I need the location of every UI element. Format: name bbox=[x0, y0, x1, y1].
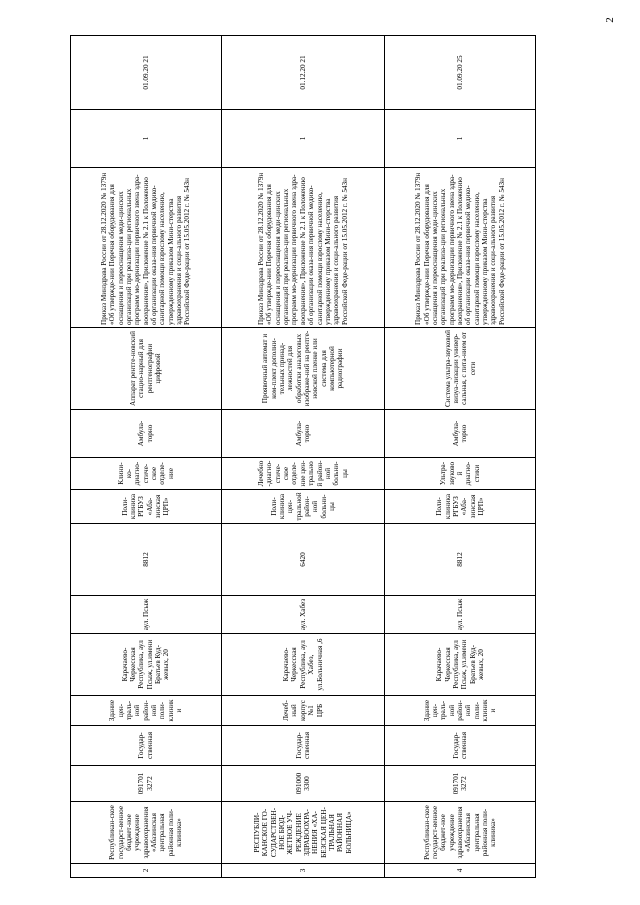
cell-unit: Поли-клиника РГБУЗ «Аба-зинская ЦРП» bbox=[385, 490, 536, 524]
cell-order: Приказ Минздрава России от 28.12.2020 № 1379н «Об утвержде-нии Перечня оборудования для оснащения и переоснащения меди-цинских организаций при реализа-ции региональных программ мо-дернизации первичного звена здра-воохранения», Приложение № 2.1 к Положению об организации оказа-ния первичной медико-санитарной помощи взрослому населению, утвержденному приказом Мини-стерства здравоохранения и соци-ального развития Российской Феде-рации от 15.05.2012 г. № 543н bbox=[71, 168, 222, 328]
cell-ownership: Государ-ственная bbox=[385, 726, 536, 766]
cell-org: Республикан-ское государст-венное бюджет-ное учреждение здравоохранения «Абазинская центральная районная поли-клиника» bbox=[71, 802, 222, 864]
cell-num: 3 bbox=[221, 864, 385, 878]
cell-population: 8812 bbox=[385, 524, 536, 596]
cell-settlement: аул. Хабез bbox=[221, 596, 385, 634]
cell-care: Амбула-торно bbox=[71, 410, 222, 458]
cell-num: 4 bbox=[385, 864, 536, 878]
cell-qty: 1 bbox=[385, 110, 536, 168]
cell-qty: 1 bbox=[71, 110, 222, 168]
cell-order: Приказ Минздрава России от 28.12.2020 № 1379н «Об утвержде-нии Перечня оборудования для оснащения и переоснащения меди-цинских организаций при реализа-ции региональных программ мо-дернизации первичного звена здра-воохранения», Приложение № 2.1 к Положению об организации оказа-ния первичной медико-санитарной помощи взрослому населению, утвержденному приказом Мини-стерства здравоохранения и соци-ального развития Российской Феде-рации от 15.05.2012 г. № 543н bbox=[221, 168, 385, 328]
cell-ownership: Государ-ственная bbox=[71, 726, 222, 766]
cell-department: Ультра-звуковой диагно-стики bbox=[385, 458, 536, 490]
cell-equipment: Система ультра-звуковой визуа-лизации универ-сальная, с пита-нием от сети bbox=[385, 328, 536, 410]
cell-care: Амбула-торно bbox=[221, 410, 385, 458]
rotated-page-content bbox=[70, 36, 536, 878]
cell-ownership: Государ-ственная bbox=[221, 726, 385, 766]
cell-building: Здание цен-траль-ной район-ной поли-клиники bbox=[71, 696, 222, 726]
cell-population: 8812 bbox=[71, 524, 222, 596]
cell-unit: Поли-клиника РГБУЗ «Аба-зинская ЦРП» bbox=[71, 490, 222, 524]
cell-date: 01.09.20 25 bbox=[385, 36, 536, 110]
cell-settlement: аул. Псыж bbox=[385, 596, 536, 634]
cell-org: Республикан-ское государст-венное бюджет-ное учреждение здравоохранения «Абазинская центральная районная поли-клиника» bbox=[385, 802, 536, 864]
cell-building: Лечеб-ный корпус №1 ЦРБ bbox=[221, 696, 385, 726]
cell-care: Амбула-торно bbox=[385, 410, 536, 458]
cell-order: Приказ Минздрава России от 28.12.2020 № 1379н «Об утвержде-нии Перечня оборудования для оснащения и переоснащения меди-цинских организаций при реализа-ции региональных программ мо-дернизации первичного звена здра-воохранения», Приложение № 2.1 к Положению об организации оказа-ния первичной медико-санитарной помощи взрослому населению, утвержденному приказом Мини-стерства здравоохранения и соци-ального развития Российской Феде-рации от 15.05.2012 г. № 543н bbox=[385, 168, 536, 328]
cell-num: 2 bbox=[71, 864, 222, 878]
equipment-table bbox=[70, 35, 536, 878]
table-row bbox=[71, 36, 222, 878]
cell-unit: Поли-клиника цен-тральной район-ной больни-цы bbox=[221, 490, 385, 524]
page-number: 2 bbox=[604, 17, 616, 23]
cell-date: 01.12.20 21 bbox=[221, 36, 385, 110]
cell-org: РЕСПУБЛИ-КАНСКОЕ ГО-СУДАРСТВЕН-НОЕ БЮД-ЖЕТНОЕ УЧ-РЕЖДЕНИЕ ЗДРАВООХРА-НЕНИЯ «ХА-БЕЗСКАЯ ЦЕН-ТРАЛЬНАЯ РАЙОННАЯ БОЛЬНИЦА» bbox=[221, 802, 385, 864]
cell-code: 091000 3300 bbox=[221, 766, 385, 802]
cell-code: 091701 3272 bbox=[71, 766, 222, 802]
cell-settlement: аул. Псыж bbox=[71, 596, 222, 634]
cell-equipment: Аппарат рентге-новский стацио-нарный для рентгенографии цифровой bbox=[71, 328, 222, 410]
cell-code: 091701 3272 bbox=[385, 766, 536, 802]
cell-address: Карачаево-Черкесская Республика, аул Псыж, ул.имени Братьев Куд-жевых, 20 bbox=[385, 634, 536, 696]
cell-qty: 1 bbox=[221, 110, 385, 168]
rotated-table-wrapper bbox=[70, 36, 536, 878]
table-row bbox=[221, 36, 385, 878]
table-row bbox=[385, 36, 536, 878]
cell-department: Лечебно-диагно-стиче-ское отделе-ние цен-тральной район-ной больни-цы bbox=[221, 458, 385, 490]
cell-equipment: Проявочный автомат и ком-плект дополни-тельных принад-лежностей для обработки аналоговых изображе-ний на рентге-новской пленке или система для компьютерной радиографии bbox=[221, 328, 385, 410]
cell-date: 01.09.20 21 bbox=[71, 36, 222, 110]
cell-department: Клини-ко-диагно-стиче-ское отделе-ние bbox=[71, 458, 222, 490]
cell-population: 6420 bbox=[221, 524, 385, 596]
cell-building: Здание цен-траль-ной район-ной поли-клиники bbox=[385, 696, 536, 726]
cell-address: Карачаево-Черкесская Республика, аул Псыж, ул.имени Братьев Куд-жевых, 20 bbox=[71, 634, 222, 696]
cell-address: Карачаево-Черкесская Республика, аул Хабез, ул.Больничная ,6 bbox=[221, 634, 385, 696]
